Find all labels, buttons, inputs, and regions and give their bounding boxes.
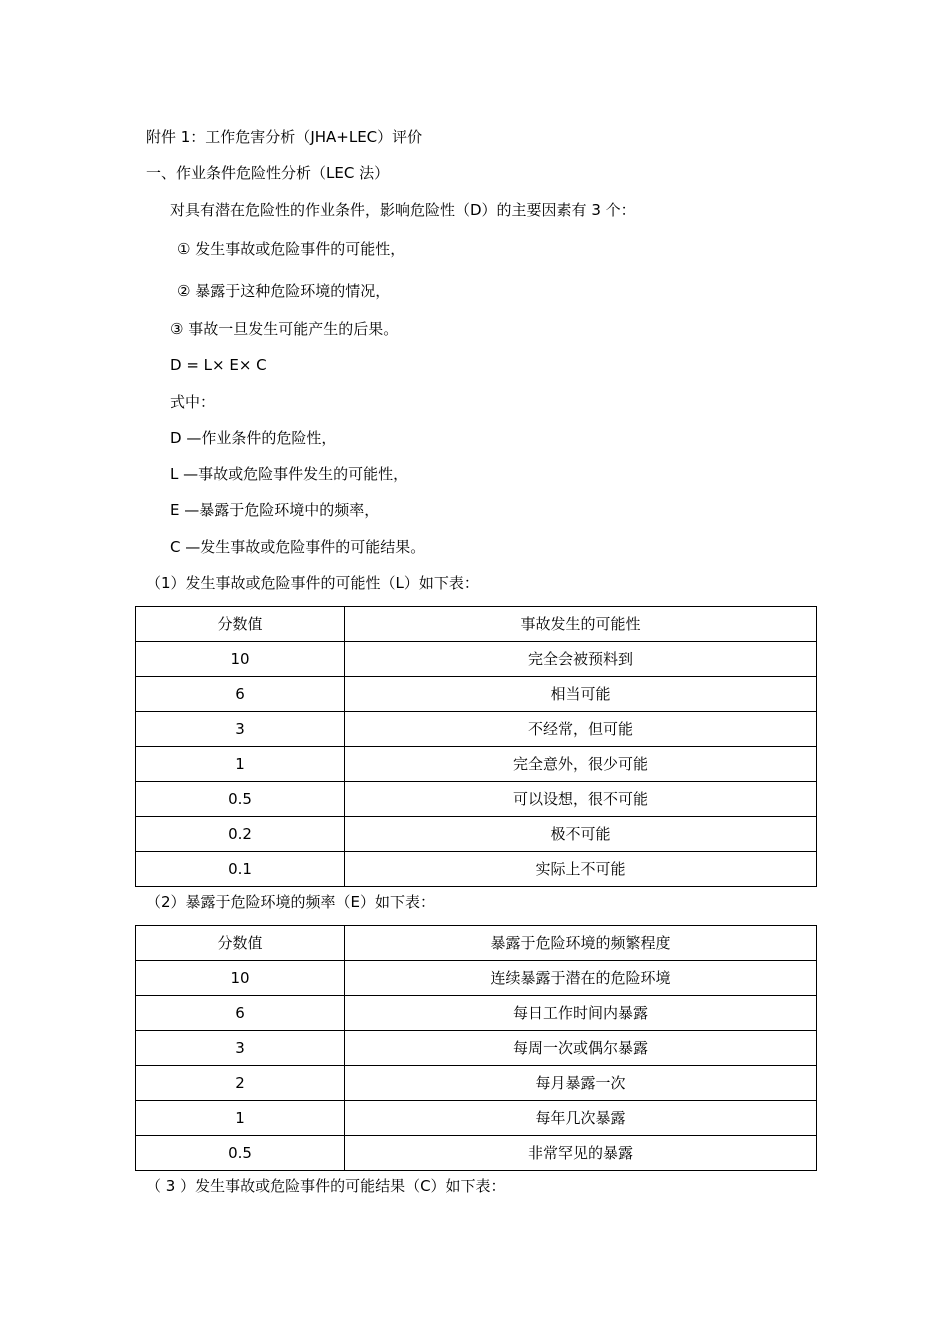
score-cell: 2 bbox=[136, 1066, 345, 1101]
table3-caption: （ 3 ）发生事故或危险事件的可能结果（C）如下表： bbox=[146, 1177, 506, 1195]
definition-item: L —事故或危险事件发生的可能性， bbox=[170, 465, 409, 483]
table-header-row bbox=[136, 607, 817, 642]
description-cell: 非常罕见的暴露 bbox=[345, 1136, 817, 1171]
description-cell: 相当可能 bbox=[345, 677, 817, 712]
score-cell: 3 bbox=[136, 1031, 345, 1066]
table-row bbox=[136, 677, 817, 712]
table-row bbox=[136, 1101, 817, 1136]
description-cell: 完全会被预料到 bbox=[345, 642, 817, 677]
description-cell: 每年几次暴露 bbox=[345, 1101, 817, 1136]
doc-title: 附件 1：工作危害分析（JHA+LEC）评价 bbox=[146, 128, 423, 146]
table-header-cell: 暴露于危险环境的频繁程度 bbox=[345, 926, 817, 961]
score-cell: 6 bbox=[136, 996, 345, 1031]
description-cell: 连续暴露于潜在的危险环境 bbox=[345, 961, 817, 996]
table-row bbox=[136, 852, 817, 887]
table-row bbox=[136, 1031, 817, 1066]
table-header-cell: 分数值 bbox=[136, 926, 345, 961]
table-row bbox=[136, 782, 817, 817]
description-cell: 每月暴露一次 bbox=[345, 1066, 817, 1101]
table-row bbox=[136, 1136, 817, 1171]
table-row bbox=[136, 712, 817, 747]
table-row bbox=[136, 996, 817, 1031]
definition-item: D —作业条件的危险性， bbox=[170, 429, 337, 447]
score-cell: 0.5 bbox=[136, 782, 345, 817]
score-cell: 1 bbox=[136, 747, 345, 782]
score-cell: 0.1 bbox=[136, 852, 345, 887]
factor-item: ③ 事故一旦发生可能产生的后果。 bbox=[170, 320, 399, 338]
score-cell: 3 bbox=[136, 712, 345, 747]
table-row bbox=[136, 747, 817, 782]
factor-item: ② 暴露于这种危险环境的情况， bbox=[177, 282, 391, 300]
table-header-row bbox=[136, 926, 817, 961]
description-cell: 极不可能 bbox=[345, 817, 817, 852]
section-heading: 一、作业条件危险性分析（LEC 法） bbox=[146, 164, 390, 182]
score-cell: 0.5 bbox=[136, 1136, 345, 1171]
formula: D = L× E× C bbox=[170, 356, 267, 374]
table-header-cell: 事故发生的可能性 bbox=[345, 607, 817, 642]
table-row bbox=[136, 642, 817, 677]
definition-item: E —暴露于危险环境中的频率， bbox=[170, 501, 380, 519]
score-cell: 1 bbox=[136, 1101, 345, 1136]
exposure-table bbox=[135, 925, 817, 1171]
definition-item: C —发生事故或危险事件的可能结果。 bbox=[170, 538, 426, 556]
intro-paragraph: 对具有潜在危险性的作业条件，影响危险性（D）的主要因素有 3 个： bbox=[170, 201, 636, 219]
score-cell: 0.2 bbox=[136, 817, 345, 852]
score-cell: 10 bbox=[136, 642, 345, 677]
description-cell: 每周一次或偶尔暴露 bbox=[345, 1031, 817, 1066]
where-label: 式中： bbox=[170, 393, 216, 411]
table1-caption: （1）发生事故或危险事件的可能性（L）如下表： bbox=[146, 574, 479, 592]
description-cell: 每日工作时间内暴露 bbox=[345, 996, 817, 1031]
table-row bbox=[136, 1066, 817, 1101]
description-cell: 可以设想，很不可能 bbox=[345, 782, 817, 817]
description-cell: 实际上不可能 bbox=[345, 852, 817, 887]
table-row bbox=[136, 961, 817, 996]
score-cell: 6 bbox=[136, 677, 345, 712]
table2-caption: （2）暴露于危险环境的频率（E）如下表： bbox=[146, 893, 436, 911]
description-cell: 不经常，但可能 bbox=[345, 712, 817, 747]
table-header-cell: 分数值 bbox=[136, 607, 345, 642]
description-cell: 完全意外，很少可能 bbox=[345, 747, 817, 782]
factor-item: ① 发生事故或危险事件的可能性， bbox=[177, 240, 406, 258]
score-cell: 10 bbox=[136, 961, 345, 996]
likelihood-table bbox=[135, 606, 817, 887]
table-row bbox=[136, 817, 817, 852]
